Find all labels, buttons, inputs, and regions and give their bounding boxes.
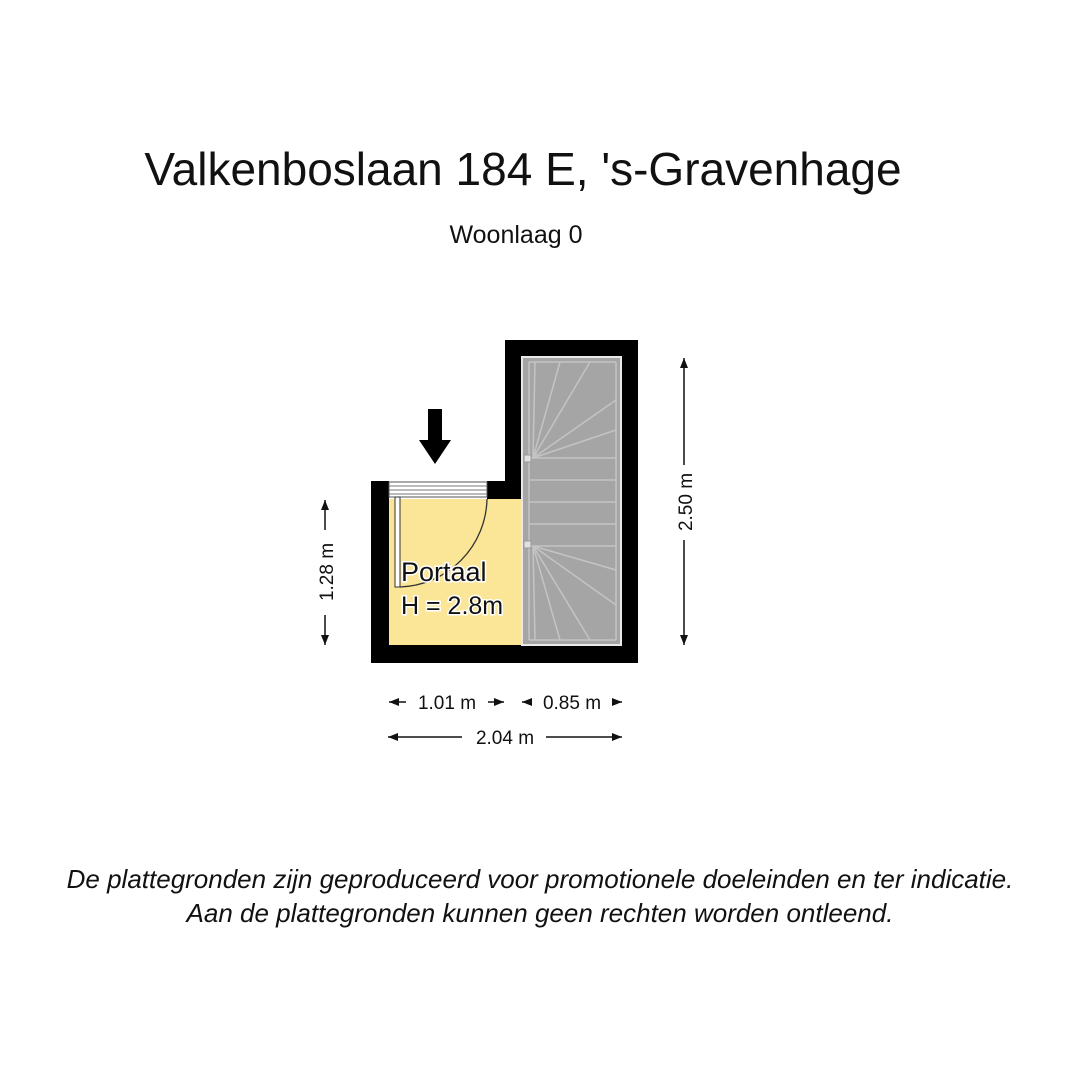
wall-top-stair	[505, 340, 638, 357]
dimension-width-left	[389, 693, 504, 714]
wall-left	[371, 481, 389, 663]
dimension-width-total	[388, 728, 622, 749]
dimension-label-height-right: 2.50 m	[676, 472, 697, 532]
disclaimer	[0, 862, 1080, 930]
dimension-left-height	[317, 500, 338, 645]
page-title: Valkenboslaan 184 E, 's-Gravenhage	[144, 143, 902, 195]
disclaimer-line-1: De plattegronden zijn geproduceerd voor promotionele doeleinden en ter indicatie.	[66, 864, 1014, 894]
dimension-right-height	[676, 358, 697, 645]
dimension-label-width-right: 0.85 m	[542, 693, 602, 714]
dimension-width-right	[522, 693, 622, 714]
floor-level-label: Woonlaag 0	[449, 221, 583, 249]
wall-bottom	[371, 645, 638, 663]
staircase	[522, 357, 621, 645]
room-name-label: Portaal	[401, 557, 487, 587]
wall-door-jamb	[487, 481, 522, 499]
dimension-label-height-left: 1.28 m	[317, 542, 338, 602]
wall-right	[621, 340, 638, 663]
dimension-label-width-total: 2.04 m	[475, 728, 535, 749]
dimension-label-width-left: 1.01 m	[417, 693, 477, 714]
disclaimer-line-2: Aan de plattegronden kunnen geen rechten worden ontleend.	[186, 898, 894, 928]
entrance-down-arrow-icon	[419, 409, 451, 464]
room-height-label: H = 2.8m	[401, 592, 504, 620]
